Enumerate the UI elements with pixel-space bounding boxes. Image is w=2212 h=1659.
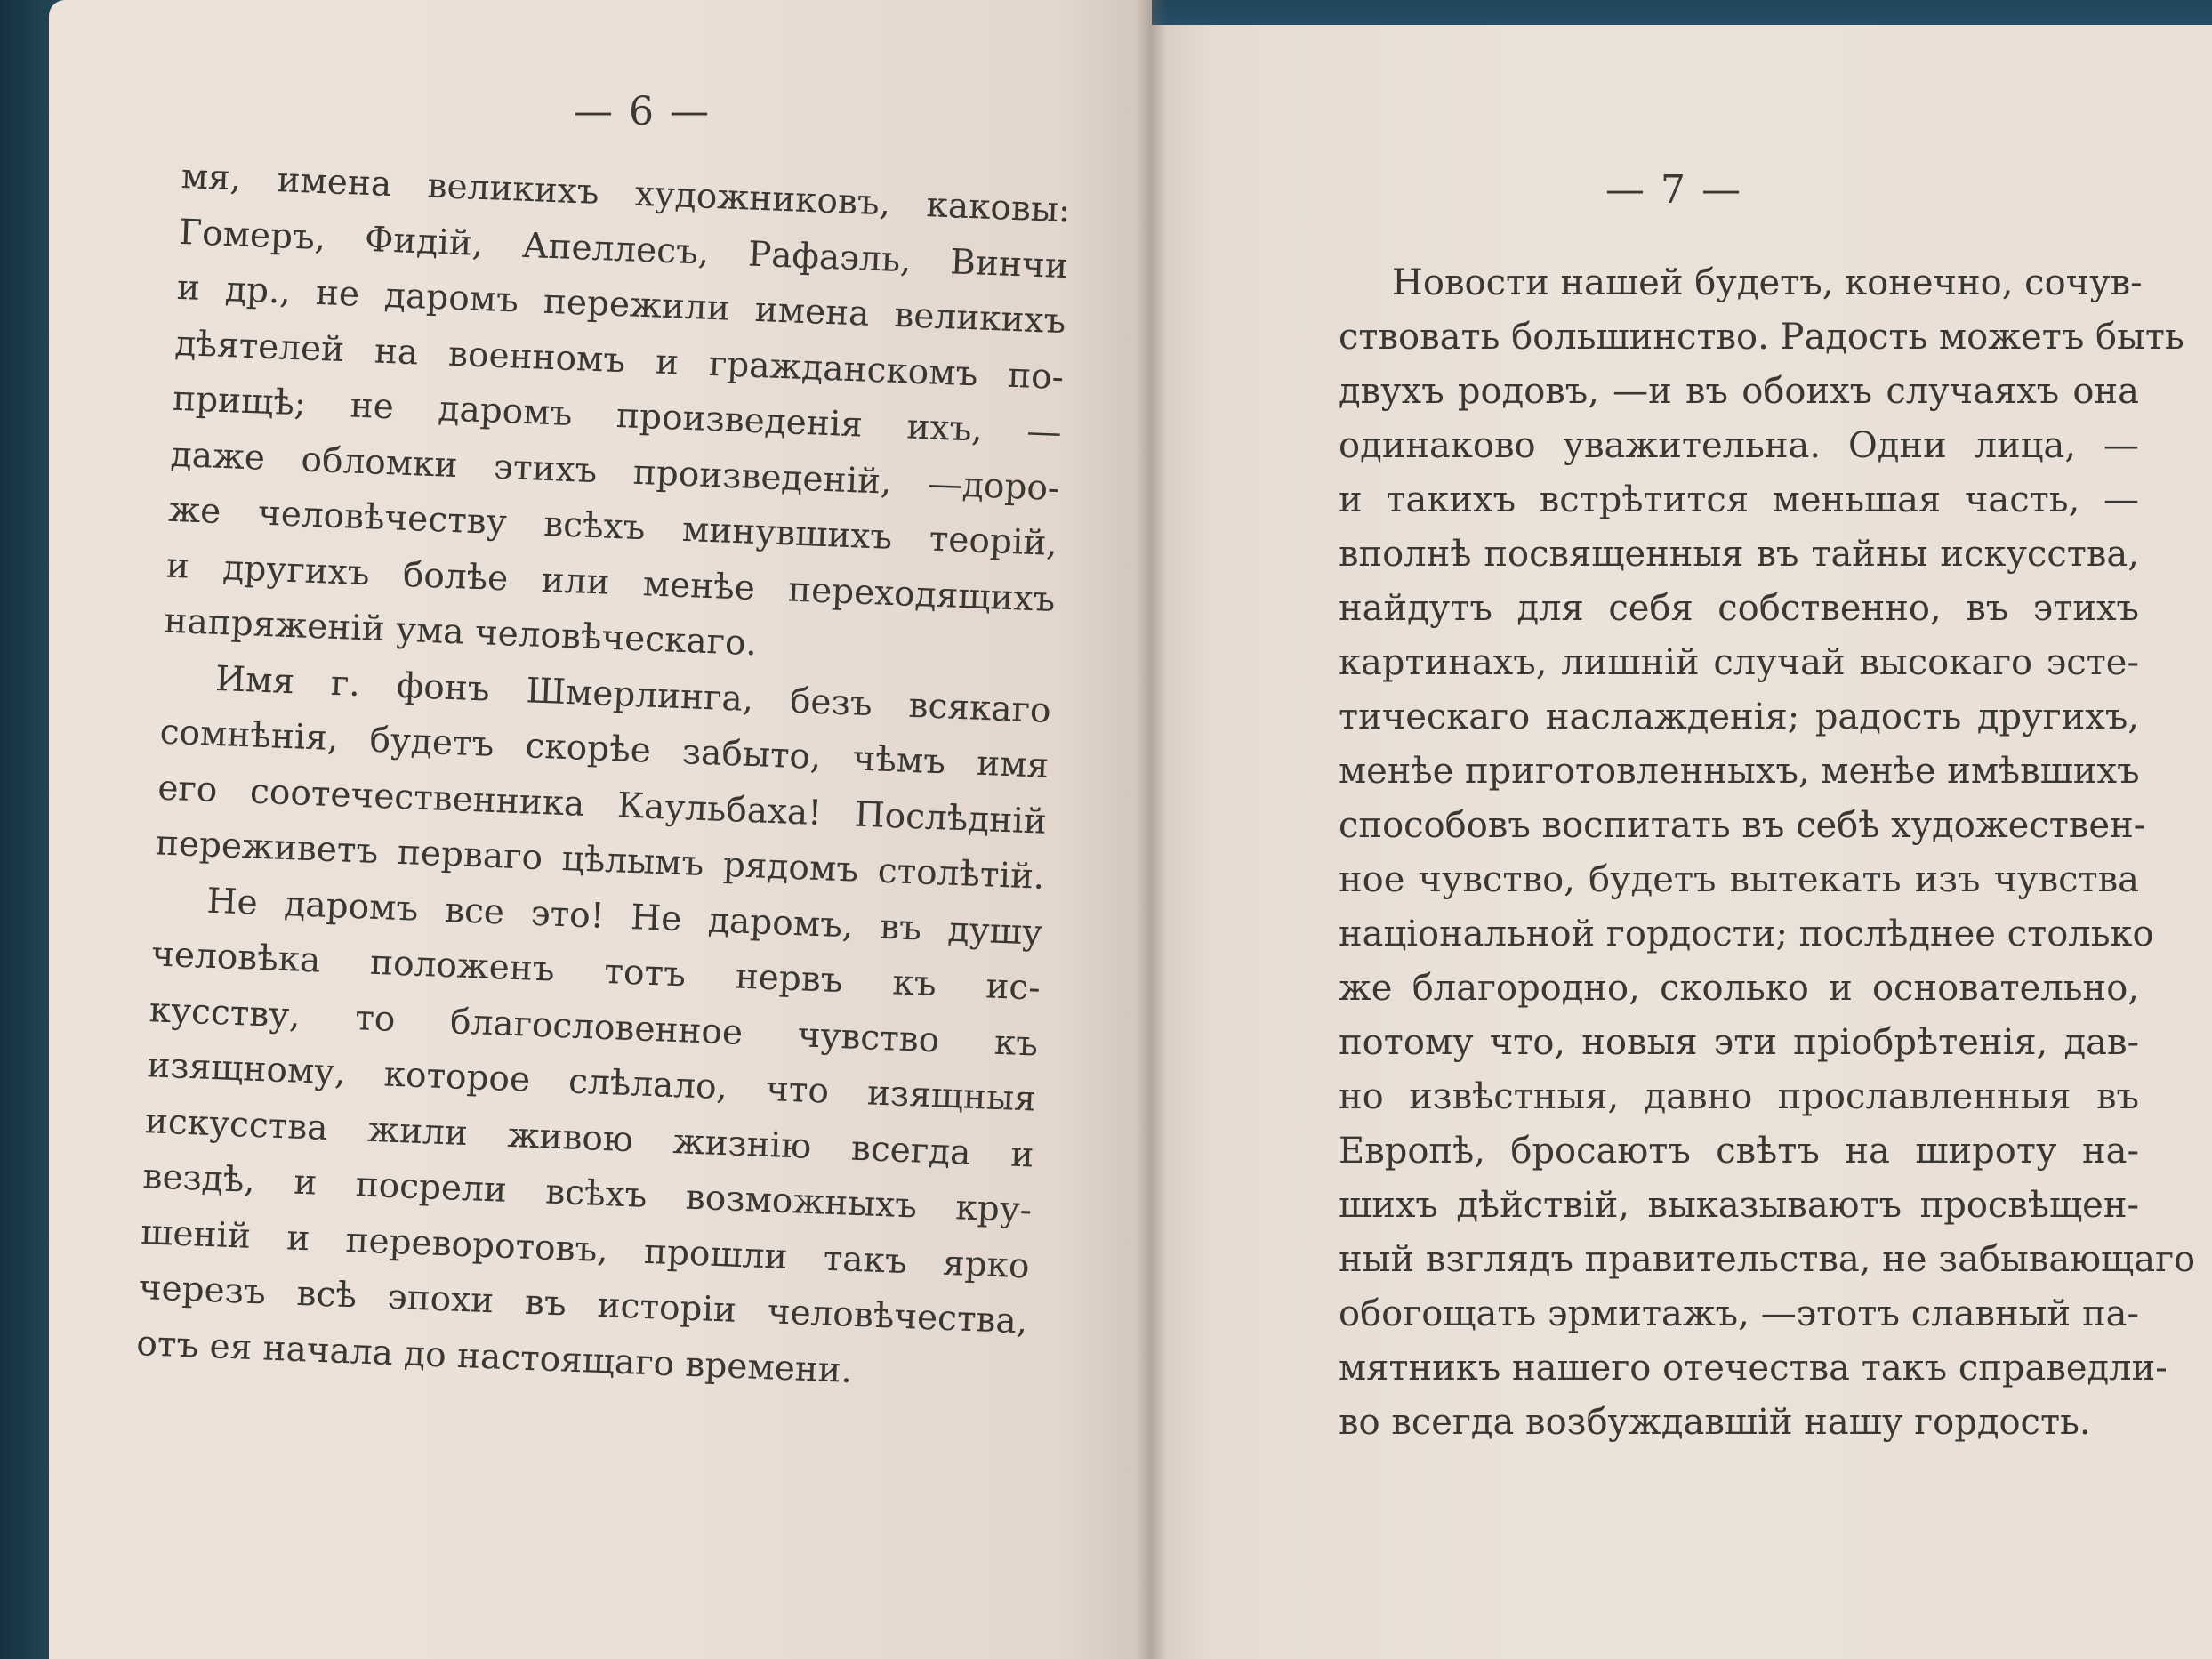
text-line: ствовать большинство. Радость можетъ быть [1339,317,2184,358]
page-number-right: — 7 — [1605,167,1742,213]
text-line: національной гордости; послѣднее столько [1339,914,2154,954]
text-line: способовъ воспитать въ себѣ художествен- [1339,805,2146,846]
text-line: но извѣстныя, давно прославленныя въ [1339,1076,2139,1117]
text-line: Новости нашей будетъ, конечно, сочув- [1392,262,2143,303]
text-line: мя, имена великихъ художниковъ, каковы: [180,156,1071,231]
text-line: одинаково уважительна. Одни лица, — [1339,425,2139,466]
text-line: даже обломки этихъ произведеній, —доро- [169,434,1060,509]
text-line: шихъ дѣйствій, выказываютъ просвѣщен- [1339,1185,2139,1226]
text-line: Гомеръ, Фидій, Апеллесъ, Рафаэль, Винчи [178,212,1069,286]
text-line: вполнѣ посвященныя въ тайны искусства, [1339,534,2139,575]
left-page-text [135,149,1071,1405]
text-line: и такихъ встрѣтится меньшая часть, — [1339,479,2139,520]
text-line: Европѣ, бросаютъ свѣтъ на широту на- [1339,1131,2139,1172]
text-line: Имя г. фонъ Шмерлинга, безъ всякаго [214,658,1052,731]
text-line: двухъ родовъ, —и въ обоихъ случаяхъ она [1339,371,2139,412]
text-line: человѣка положенъ тотъ нервъ къ ис- [150,934,1042,1009]
text-line: и другихъ болѣе или менѣе переходящихъ [165,545,1057,620]
right-page [1152,25,2212,1659]
page-number-left: — 6 — [574,89,711,134]
text-line: дѣятелей на военномъ и гражданскомъ по- [173,323,1065,398]
text-line: потому что, новыя эти пріобрѣтенія, дав- [1339,1022,2139,1063]
text-line: прищѣ; не даромъ произведенія ихъ, — [172,378,1063,454]
text-line: изящному, которое слѣлало, что изящныя [146,1045,1037,1120]
left-page [49,0,1152,1659]
text-line: менѣе приготовленныхъ, менѣе имѣвшихъ [1339,751,2140,792]
text-line: же человѣчеству всѣхъ минувшихъ теорій, [167,489,1058,565]
text-line: отъ ея начала до настоящаго времени. [135,1323,854,1391]
text-line: и др., не даромъ пережили имена великихъ [176,267,1067,342]
text-line: Не даромъ все это! Не даромъ, въ душу [205,881,1043,954]
text-line: переживетъ перваго цѣлымъ рядомъ столѣтій. [155,823,1046,898]
text-line: обогощать эрмитажъ, —этотъ славный па- [1339,1293,2139,1334]
text-line: мятникъ нашего отечества такъ справедли- [1339,1348,2168,1389]
text-line: ный взглядъ правительства, не забывающаго [1339,1239,2196,1280]
text-line: вездѣ, и посрели всѣхъ возможныхъ кру- [141,1156,1033,1231]
text-line: тическаго наслажденія; радость другихъ, [1339,697,2139,737]
text-line: во всегда возбуждавшій нашу гордость. [1339,1402,2091,1443]
text-line: шеній и переворотовъ, прошли такъ ярко [140,1212,1031,1286]
text-line: кусству, то благословенное чувство къ [148,989,1039,1065]
text-line: найдутъ для себя собственно, въ этихъ [1339,588,2139,629]
text-line: сомнѣнія, будетъ скорѣе забыто, чѣмъ имя [158,712,1050,786]
book-gutter [1137,0,1167,1659]
text-line: черезъ всѣ эпохи въ исторіи человѣчества, [137,1268,1028,1342]
text-line: напряженій ума человѣческаго. [163,600,758,664]
text-line: ное чувство, будетъ вытекать изъ чувства [1339,859,2139,900]
text-line: картинахъ, лишній случай высокаго эсте- [1339,642,2139,683]
right-page-text [1339,256,2196,1450]
text-line: его соотечественника Каульбаха! Послѣдній [157,767,1048,842]
text-line: же благородно, сколько и основательно, [1339,968,2139,1009]
text-line: искусства жили живою жизнію всегда и [144,1100,1035,1176]
